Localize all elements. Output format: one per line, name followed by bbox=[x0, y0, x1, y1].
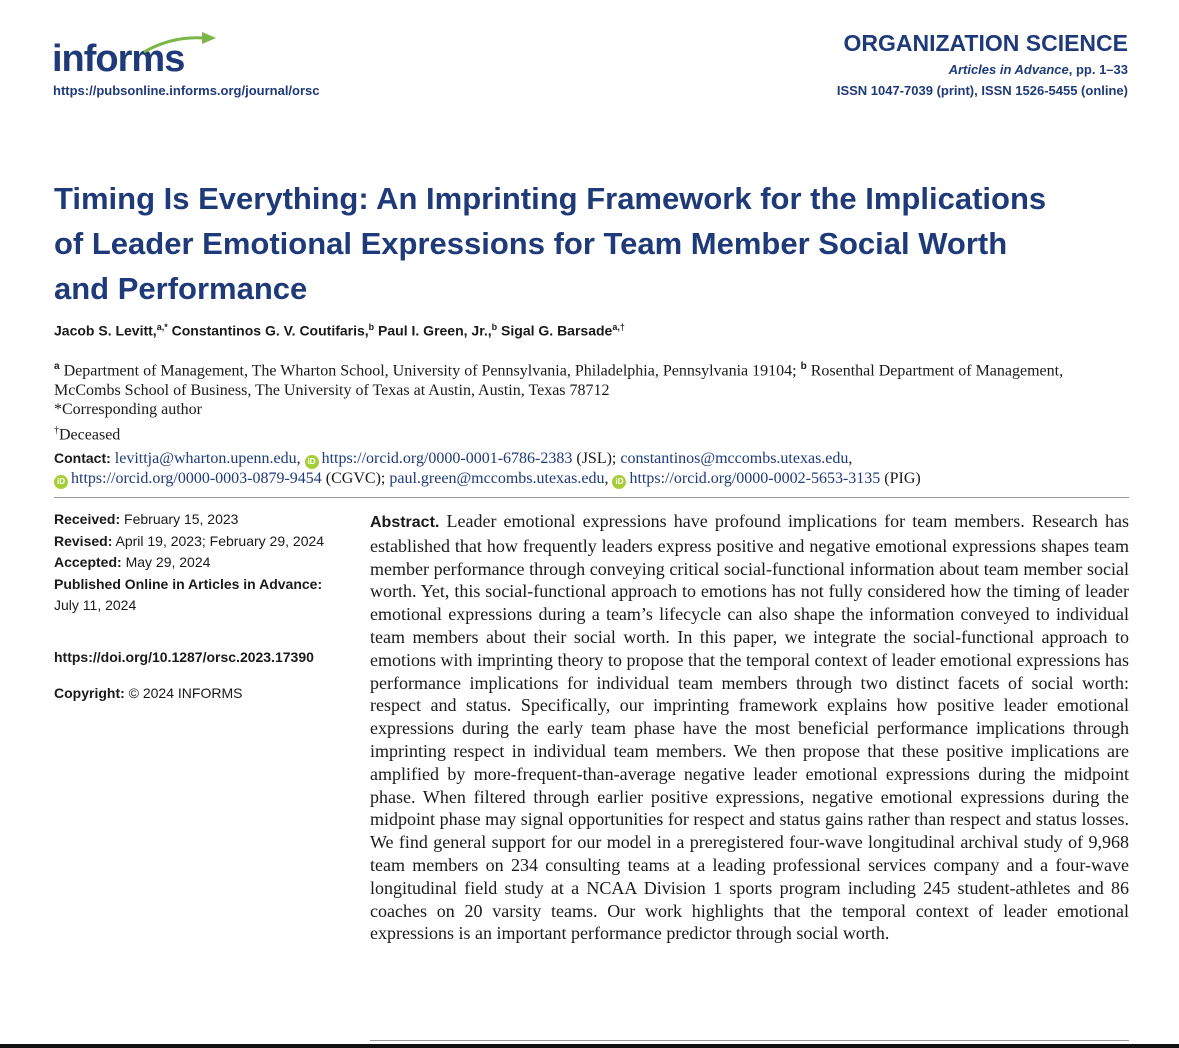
published-date: July 11, 2024 bbox=[54, 597, 137, 613]
affil-b-text: Rosenthal Department of Management, McCombs School of Business, The University of Texas at Austin, Austin, Texas 78712 bbox=[54, 362, 1064, 400]
orcid-icon: iD bbox=[612, 475, 626, 489]
journal-name: ORGANIZATION SCIENCE bbox=[843, 30, 1128, 56]
informs-logo[interactable] bbox=[52, 32, 252, 82]
orcid-link[interactable]: https://orcid.org/0000-0002-5653-3135 bbox=[629, 470, 881, 487]
orcid-initials: (JSL); bbox=[572, 450, 621, 467]
orcid-initials: (PIG) bbox=[880, 470, 921, 487]
revised-date bbox=[54, 533, 324, 549]
received-value: February 15, 2023 bbox=[120, 511, 239, 527]
abstract bbox=[370, 510, 1129, 945]
revised-value: April 19, 2023; February 29, 2024 bbox=[112, 533, 325, 549]
page-bottom-edge bbox=[0, 1044, 1179, 1048]
journal-url-link[interactable]: https://pubsonline.informs.org/journal/orsc bbox=[53, 83, 320, 98]
email-link[interactable]: constantinos@mccombs.utexas.edu bbox=[620, 450, 849, 467]
journal-issn: ISSN 1047-7039 (print), ISSN 1526-5455 (online) bbox=[836, 83, 1128, 98]
header-divider bbox=[54, 497, 1129, 498]
abstract-text: Leader emotional expressions have profound implications for team members. Research has established that how frequently leaders express positive and negative emotional expressions shapes team member performance through conveying critical social-functional information about team member social worth. Yet, this social-functional approach to emotions has not fully considered how the timing of leader emotional expressions during a team’s lifecycle can also shape the information conveyed to individual team members about their social worth. In this paper, we integrate the social-functional approach to emotions with imprinting theory to propose that the temporal context of leader emotional expressions has performance implications for individual team members through two distinct facets of social worth: respect and status. Specifically, our imprinting framework explains how positive leader emotional expressions during the early team phase have the most beneficial performance implications through imprinting respect in individual team members. We then propose that these positive implications are amplified by more-frequent-than-average negative leader emotional expressions during the midpoint phase. When filtered through earlier positive expressions, negative emotional expressions during the midpoint phase may signal opportunities for respect and status gains rather than respect and status losses. We find general support for our model in a preregistered four-wave longitudinal archival study of 9,968 team members on 234 consulting teams at a leading professional services company and a four-wave longitudinal field study at a NCAA Division 1 sports program including 245 student-athletes and 86 coaches on 20 varsity teams. Our work highlights that the temporal context of leader emotional expressions is an important performance predictor through social worth. bbox=[370, 511, 1129, 944]
contact-separator: , bbox=[848, 450, 853, 467]
author-name: Constantinos G. V. Coutifaris, bbox=[167, 322, 369, 339]
orcid-initials: (CGVC); bbox=[321, 470, 390, 487]
copyright-note bbox=[54, 685, 242, 701]
copyright-label: Copyright: bbox=[54, 685, 125, 701]
contact-separator: , bbox=[604, 470, 613, 487]
affil-a-text: Department of Management, The Wharton School, University of Pennsylvania, Philadelphia, Pennsylvania 19104; bbox=[59, 362, 801, 380]
deceased-text: Deceased bbox=[59, 426, 121, 444]
author-name: Jacob S. Levitt, bbox=[54, 322, 157, 339]
author-affil-mark: b bbox=[491, 322, 498, 332]
affiliations bbox=[54, 357, 1129, 401]
corresponding-author-note: *Corresponding author bbox=[54, 401, 202, 418]
doi-link[interactable] bbox=[54, 649, 314, 665]
deceased-note bbox=[54, 425, 120, 444]
orcid-link[interactable]: https://orcid.org/0000-0001-6786-2383 bbox=[321, 450, 573, 467]
received-date bbox=[54, 511, 238, 527]
orcid-icon: iD bbox=[54, 475, 68, 489]
email-link[interactable]: paul.green@mccombs.utexas.edu bbox=[389, 470, 605, 487]
author-name: Sigal G. Barsade bbox=[497, 322, 613, 339]
author-name: Paul I. Green, Jr., bbox=[374, 322, 492, 339]
published-label-text: Published Online in Articles in Advance: bbox=[54, 576, 323, 592]
accepted-label: Accepted: bbox=[54, 554, 122, 570]
accepted-value: May 29, 2024 bbox=[121, 554, 211, 570]
abstract-label: Abstract. bbox=[370, 514, 440, 531]
author-affil-mark: a,† bbox=[612, 322, 625, 332]
abstract-bottom-rule bbox=[370, 1040, 1129, 1041]
pages-range: , pp. 1–33 bbox=[1068, 62, 1128, 77]
pages-label: Articles in Advance bbox=[948, 62, 1069, 77]
article-title: Timing Is Everything: An Imprinting Framework for the Implications of Leader Emotional Expressions for Team Member Social Worth and Performance bbox=[54, 181, 1047, 306]
author-affil-mark: a,* bbox=[156, 322, 168, 332]
received-label: Received: bbox=[54, 511, 121, 527]
author-affil-mark: b bbox=[368, 322, 375, 332]
email-link[interactable]: levittja@wharton.upenn.edu bbox=[114, 450, 297, 467]
doi-text: https://doi.org/10.1287/orsc.2023.17390 bbox=[54, 649, 314, 665]
revised-label: Revised: bbox=[54, 533, 113, 549]
logo-arrow-icon bbox=[142, 32, 222, 56]
accepted-date bbox=[54, 554, 210, 570]
affil-b-mark: b bbox=[800, 361, 807, 372]
orcid-link[interactable]: https://orcid.org/0000-0003-0879-9454 bbox=[71, 470, 322, 487]
logo-wordmark: informs bbox=[52, 38, 185, 80]
author-list bbox=[54, 322, 625, 339]
contact-line-1: Contact: levittja@wharton.upenn.edu, iD https://orcid.org/0000-0001-6786-2383 (JSL); constantinos@mccombs.utexas.edu, bbox=[54, 450, 853, 467]
contact-line-2 bbox=[54, 470, 921, 489]
copyright-value: © 2024 INFORMS bbox=[124, 685, 243, 701]
orcid-icon: iD bbox=[305, 455, 319, 469]
deceased-mark: † bbox=[54, 425, 59, 436]
contact-label: Contact: bbox=[54, 450, 111, 466]
journal-pages bbox=[949, 62, 1128, 77]
affil-a-mark: a bbox=[54, 361, 60, 372]
published-label bbox=[54, 576, 322, 592]
